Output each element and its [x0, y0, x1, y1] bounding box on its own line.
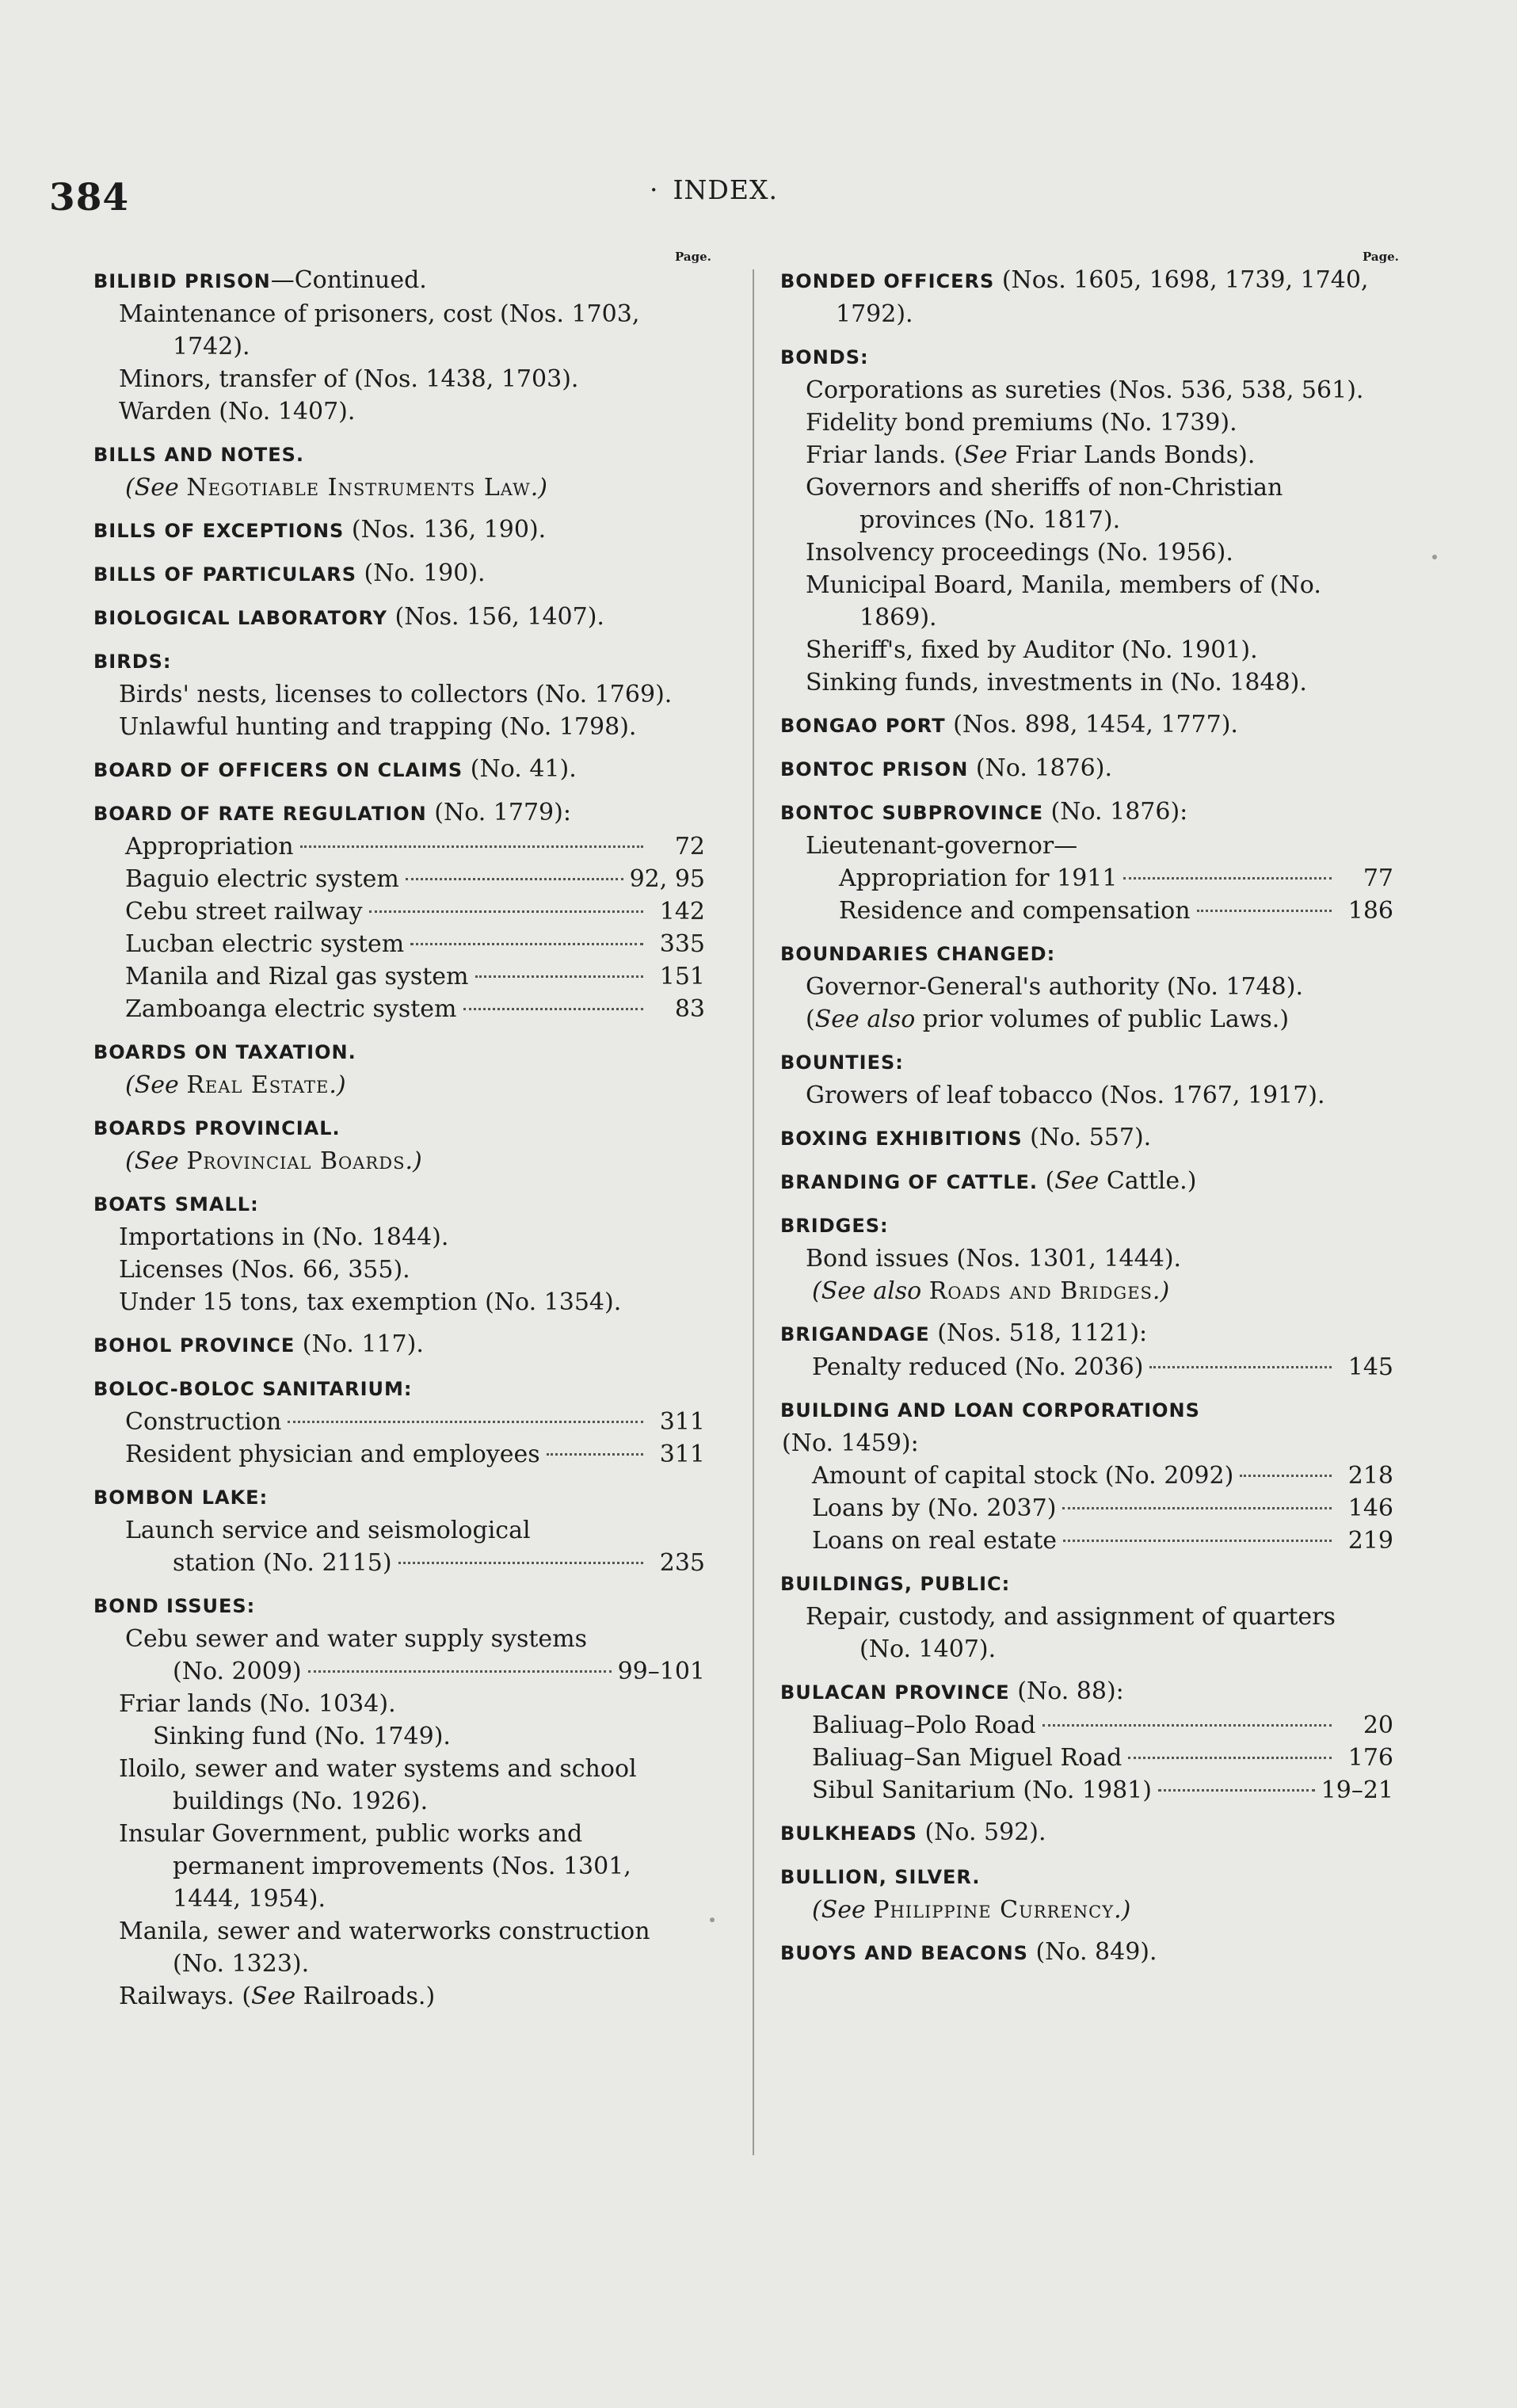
- entry-heading: [780, 1860, 1393, 1894]
- index-subentry-row: [93, 1406, 705, 1438]
- entry-term: BILLS AND NOTES.: [93, 444, 305, 466]
- index-subentry-row: [780, 1351, 1393, 1383]
- subentry-label-cont: station (No. 2115): [173, 1549, 392, 1577]
- entry-term: BIRDS:: [93, 651, 172, 673]
- subentry-label: Residence and compensation: [839, 897, 1191, 925]
- index-entry: [780, 1045, 1393, 1112]
- page-title-text: INDEX.: [673, 174, 778, 205]
- dot-leader: [1042, 1724, 1332, 1727]
- subentry: Manila, sewer and waterworks construction (No. 1323).: [119, 1918, 650, 1978]
- entry-heading: [780, 1317, 1393, 1351]
- entry-reference: (Nos. 518, 1121):: [929, 1319, 1148, 1347]
- entry-heading: [780, 1393, 1393, 1427]
- subentry: Sinking fund (No. 1749).: [153, 1723, 451, 1750]
- dot-leader: [406, 878, 623, 880]
- entry-reference: (Nos. 136, 190).: [344, 516, 547, 544]
- subentry: Repair, custody, and assignment of quarters (No. 1407).: [806, 1603, 1336, 1663]
- entry-heading: [780, 796, 1393, 830]
- dot-leader: [308, 1670, 612, 1673]
- entry-heading: [93, 601, 705, 635]
- see-target: Cattle: [1106, 1167, 1180, 1195]
- entry-heading: [780, 1936, 1393, 1970]
- entry-heading: [93, 644, 705, 678]
- see-target: Real Estate: [186, 1071, 330, 1099]
- index-subentry-row: [93, 993, 705, 1025]
- speck-mark: [1432, 555, 1437, 559]
- index-subentry-row: [780, 862, 1393, 895]
- index-subentry-row: [93, 928, 705, 960]
- entry-term: BOHOL PROVINCE: [93, 1334, 295, 1357]
- see-target: Philippine Currency: [873, 1896, 1115, 1924]
- index-entry: [780, 1675, 1393, 1807]
- column-divider: [753, 269, 754, 2155]
- entry-term: BOND ISSUES:: [93, 1595, 256, 1617]
- entry-term: BONTOC SUBPROVINCE: [780, 802, 1044, 824]
- subentry-continuation: [125, 1547, 705, 1579]
- page-reference: 142: [659, 898, 705, 925]
- index-subentry-row: [780, 895, 1393, 927]
- index-entry: [93, 264, 705, 428]
- dot-leader: [369, 910, 643, 913]
- see-reference: (See Provincial Boards.): [125, 1147, 422, 1175]
- index-entry: [780, 1208, 1393, 1307]
- entry-term: BILLS OF PARTICULARS: [93, 563, 356, 586]
- page-reference: 145: [1347, 1353, 1393, 1381]
- entry-term: BOATS SMALL:: [93, 1193, 259, 1215]
- page-reference: 235: [659, 1549, 705, 1577]
- dot-leader: [475, 975, 643, 978]
- entry-reference: (No. 190).: [356, 559, 486, 587]
- entry-reference: (Nos. 1605, 1698, 1739, 1740, 1792).: [836, 266, 1369, 328]
- subentry-label: Appropriation: [125, 833, 294, 861]
- page-reference: 83: [674, 995, 705, 1023]
- entry-heading: [93, 1187, 705, 1221]
- entry-term: BRIGANDAGE: [780, 1323, 930, 1345]
- page-reference: 72: [674, 833, 705, 861]
- subentry-continuation: [125, 1655, 705, 1688]
- entry-term: BILIBID PRISON: [93, 270, 271, 292]
- dot-leader: [1197, 910, 1332, 912]
- index-entry: [93, 601, 705, 635]
- entry-reference: (Nos. 156, 1407).: [387, 603, 604, 631]
- subentry-label: Construction: [125, 1408, 282, 1436]
- entry-heading: [93, 1328, 705, 1362]
- index-entry: [93, 437, 705, 504]
- page-reference: 218: [1347, 1462, 1393, 1490]
- subentry-label: Loans by (No. 2037): [812, 1494, 1057, 1522]
- index-subentry-row: [93, 863, 705, 895]
- entry-term: BOLOC-BOLOC SANITARIUM:: [93, 1378, 413, 1400]
- entry-heading: [93, 437, 705, 471]
- page-reference: 151: [659, 963, 705, 990]
- index-entry: [93, 1372, 705, 1471]
- index-entry: [93, 1589, 705, 2013]
- subentry: Friar lands (No. 1034).: [119, 1690, 396, 1718]
- index-entry: [780, 1936, 1393, 1970]
- see-reference: Friar lands. (See Friar Lands Bonds).: [806, 441, 1256, 469]
- subentry-label: Resident physician and employees: [125, 1441, 540, 1468]
- dot-leader: [410, 943, 643, 945]
- index-entry: [780, 1121, 1393, 1155]
- index-entry: [93, 1480, 705, 1579]
- index-entry: [93, 644, 705, 743]
- subentry-label: Manila and Rizal gas system: [125, 963, 469, 990]
- index-entry: [93, 513, 705, 548]
- entry-reference: (No. 557).: [1022, 1124, 1152, 1151]
- right-column: [780, 264, 1393, 1979]
- entry-reference: (No. 1876).: [968, 754, 1112, 782]
- subentry-label: Loans on real estate: [812, 1527, 1058, 1555]
- entry-term: BOARDS PROVINCIAL.: [93, 1117, 341, 1139]
- page-reference: 77: [1363, 864, 1393, 892]
- index-subentry-row: [780, 1492, 1393, 1525]
- index-entry: [780, 1317, 1393, 1383]
- index-entry: [780, 1567, 1393, 1666]
- dot-leader: [288, 1421, 643, 1423]
- entry-term: BUILDING AND LOAN CORPORATIONS: [780, 1399, 1200, 1422]
- index-entry: [780, 708, 1393, 742]
- subentry-label: Lucban electric system: [125, 930, 405, 958]
- entry-term: BULLION, SILVER.: [780, 1866, 981, 1888]
- page-reference: 186: [1347, 897, 1393, 925]
- dot-leader: [1123, 877, 1332, 880]
- dot-leader: [1149, 1366, 1332, 1368]
- entry-reference: (No. 117).: [295, 1330, 424, 1358]
- entry-heading: [93, 557, 705, 591]
- index-subentry-row: [780, 1774, 1393, 1807]
- index-entry: [780, 1393, 1393, 1557]
- entry-term: BUILDINGS, PUBLIC:: [780, 1573, 1011, 1595]
- index-subentry-row: [780, 1460, 1393, 1492]
- entry-reference: (No. 88):: [1009, 1677, 1124, 1705]
- entry-heading: [780, 1121, 1393, 1155]
- subentry-label: Zamboanga electric system: [125, 995, 457, 1023]
- entry-heading: [780, 264, 1393, 330]
- left-column: [93, 264, 705, 2022]
- index-entry: [780, 796, 1393, 927]
- subentry-label: Baguio electric system: [125, 865, 399, 893]
- entry-term: BOARDS ON TAXATION.: [93, 1041, 356, 1063]
- index-entry: [780, 340, 1393, 699]
- entry-reference: (No. 1459):: [782, 1429, 919, 1457]
- index-entry: [780, 1816, 1393, 1850]
- subentry: Warden (No. 1407).: [119, 398, 356, 426]
- subentry: Fidelity bond premiums (No. 1739).: [806, 409, 1237, 437]
- entry-term: BONDS:: [780, 346, 869, 368]
- entry-heading: [93, 1111, 705, 1145]
- page-reference: 20: [1363, 1712, 1393, 1739]
- subentry: Insular Government, public works and permanent improvements (Nos. 1301, 1444, 1954).: [119, 1820, 631, 1913]
- entry-term: BOXING EXHIBITIONS: [780, 1128, 1023, 1150]
- entry-term: BOMBON LAKE:: [93, 1486, 269, 1509]
- see-reference: (See also Roads and Bridges.): [812, 1277, 1170, 1305]
- subentry: Minors, transfer of (Nos. 1438, 1703).: [119, 365, 579, 393]
- entry-term: BIOLOGICAL LABORATORY: [93, 607, 388, 629]
- entry-term: BOARD OF OFFICERS ON CLAIMS: [93, 759, 463, 781]
- index-subentry-row: [93, 1623, 705, 1688]
- entry-heading: [93, 264, 705, 298]
- subentry-label: Baliuag–San Miguel Road: [812, 1744, 1123, 1772]
- entry-reference: (No. 1876):: [1043, 798, 1188, 826]
- entry-heading: [780, 937, 1393, 971]
- index-entry: [93, 557, 705, 591]
- index-entry: [93, 753, 705, 787]
- entry-term: BUOYS AND BEACONS: [780, 1942, 1028, 1964]
- see-target: Provincial Boards: [186, 1147, 406, 1175]
- subentry-label: Cebu sewer and water supply systems: [125, 1625, 588, 1653]
- dot-leader: [1240, 1475, 1332, 1477]
- entry-heading: [780, 1816, 1393, 1850]
- entry-heading: [780, 340, 1393, 374]
- index-entry: [780, 1860, 1393, 1926]
- subentry: Maintenance of prisoners, cost (Nos. 1703, 1742).: [119, 300, 640, 361]
- page-number: 384: [49, 176, 130, 219]
- entry-heading: [93, 1372, 705, 1406]
- index-entry: [93, 1328, 705, 1362]
- subentry: Municipal Board, Manila, members of (No. 1869).: [806, 571, 1321, 632]
- entry-reference: (Nos. 898, 1454, 1777).: [945, 711, 1238, 738]
- entry-heading: [93, 513, 705, 548]
- page-reference: 92, 95: [629, 865, 705, 893]
- entry-term: BRANDING OF CATTLE.: [780, 1171, 1038, 1193]
- see-reference: (See Negotiable Instruments Law.): [125, 474, 547, 502]
- see-reference: (See Philippine Currency.): [812, 1896, 1131, 1924]
- subentry: Corporations as sureties (Nos. 536, 538, 561).: [806, 376, 1364, 404]
- entry-heading: [780, 1165, 1393, 1199]
- entry-term: BOUNTIES:: [780, 1051, 904, 1074]
- speck-mark: [710, 1918, 715, 1922]
- page-reference: 311: [659, 1441, 705, 1468]
- subentry: Licenses (Nos. 66, 355).: [119, 1256, 410, 1284]
- page-title: · INDEX.: [650, 174, 778, 205]
- subentry: Bond issues (Nos. 1301, 1444).: [806, 1245, 1182, 1273]
- subentry-label: Penalty reduced (No. 2036): [812, 1353, 1144, 1381]
- index-subentry-row: [93, 830, 705, 863]
- entry-term: BULACAN PROVINCE: [780, 1681, 1010, 1704]
- index-subentry-row: [93, 1438, 705, 1471]
- subentry: Governor-General's authority (No. 1748).: [806, 973, 1303, 1001]
- dot-leader: [547, 1453, 643, 1456]
- index-entry: [93, 796, 705, 1025]
- page-reference: 19–21: [1321, 1776, 1393, 1804]
- entry-term: BONTOC PRISON: [780, 758, 969, 780]
- see-reference: (See Real Estate.): [125, 1071, 346, 1099]
- see-italic: See: [962, 441, 1016, 469]
- page-reference: 219: [1347, 1527, 1393, 1555]
- entry-heading: [93, 753, 705, 787]
- subentry: Birds' nests, licenses to collectors (No. 1769).: [119, 681, 673, 708]
- page-reference: 335: [659, 930, 705, 958]
- dot-leader: [398, 1562, 643, 1564]
- entry-reference: (No. 1779):: [426, 799, 571, 826]
- subentry-label-cont: (No. 2009): [173, 1658, 302, 1685]
- see-target: Negotiable Instruments Law: [186, 474, 531, 502]
- page-reference: 146: [1347, 1494, 1393, 1522]
- subentry: Importations in (No. 1844).: [119, 1223, 449, 1251]
- subentry: Unlawful hunting and trapping (No. 1798).: [119, 713, 637, 741]
- index-subentry-row: [780, 1742, 1393, 1774]
- entry-reference: (No. 849).: [1027, 1938, 1157, 1966]
- dot-leader: [1062, 1507, 1332, 1509]
- subentry-label: Appropriation for 1911: [839, 864, 1118, 892]
- see-reference: (See Cattle.): [1038, 1167, 1197, 1195]
- entry-heading: [93, 1035, 705, 1069]
- see-reference: (See also prior volumes of public Laws.): [806, 1006, 1290, 1033]
- subentry-label: Baliuag–Polo Road: [812, 1712, 1036, 1739]
- entry-reference: (No. 41).: [463, 755, 577, 783]
- see-target: Railroads: [303, 1982, 418, 2010]
- entry-term: BULKHEADS: [780, 1822, 917, 1845]
- subentry-label: Launch service and seismological: [125, 1517, 531, 1544]
- page-reference: 176: [1347, 1744, 1393, 1772]
- subentry: Growers of leaf tobacco (Nos. 1767, 1917).: [806, 1082, 1325, 1109]
- dot-leader: [1063, 1540, 1332, 1542]
- dot-leader: [1128, 1757, 1332, 1759]
- entry-term: BOUNDARIES CHANGED:: [780, 943, 1056, 965]
- subentry-label: Sibul Sanitarium (No. 1981): [812, 1776, 1152, 1804]
- entry-heading: [93, 796, 705, 830]
- dot-leader: [463, 1008, 643, 1010]
- entry-term: BONGAO PORT: [780, 715, 946, 737]
- subentry: Insolvency proceedings (No. 1956).: [806, 539, 1233, 567]
- subentry-label: Cebu street railway: [125, 898, 363, 925]
- subentry-label: Amount of capital stock (No. 2092): [812, 1462, 1234, 1490]
- entry-heading: [780, 1567, 1393, 1601]
- entry-heading: [93, 1480, 705, 1514]
- see-italic: See also: [814, 1006, 916, 1033]
- subentry: Sinking funds, investments in (No. 1848).: [806, 669, 1307, 696]
- entry-term: BRIDGES:: [780, 1215, 889, 1237]
- entry-term: BONDED OFFICERS: [780, 270, 995, 292]
- entry-term: BOARD OF RATE REGULATION: [93, 803, 427, 825]
- index-subentry-row: [93, 895, 705, 928]
- entry-reference: —Continued.: [270, 266, 427, 294]
- index-entry: [780, 752, 1393, 786]
- index-entry: [93, 1035, 705, 1101]
- subentry: Lieutenant-governor—: [806, 832, 1078, 860]
- entry-heading: [780, 752, 1393, 786]
- index-subentry-row: [780, 1525, 1393, 1557]
- index-entry: [780, 1165, 1393, 1199]
- entry-reference: (No. 592).: [917, 1818, 1046, 1846]
- entry-heading: [780, 1208, 1393, 1242]
- entry-heading: [780, 708, 1393, 742]
- subentry: Governors and sheriffs of non-Christian provinces (No. 1817).: [806, 474, 1283, 534]
- see-reference: Railways. (See Railroads.): [119, 1982, 436, 2010]
- index-entry: [93, 1111, 705, 1177]
- entry-heading: [780, 1045, 1393, 1079]
- subentry: Sheriff's, fixed by Auditor (No. 1901).: [806, 636, 1258, 664]
- subentry: Iloilo, sewer and water systems and school buildings (No. 1926).: [119, 1755, 637, 1815]
- page-reference: 311: [659, 1408, 705, 1436]
- page-reference: 99–101: [617, 1658, 705, 1685]
- index-subentry-row: [780, 1709, 1393, 1742]
- entry-heading: [780, 1675, 1393, 1709]
- subentry: Under 15 tons, tax exemption (No. 1354).: [119, 1288, 622, 1316]
- see-target: Friar Lands Bonds: [1015, 441, 1239, 469]
- entry-term: BILLS OF EXCEPTIONS: [93, 520, 345, 542]
- column-label-right: Page.: [1363, 250, 1399, 264]
- see-italic: See: [251, 1982, 303, 2010]
- index-entry: [780, 264, 1393, 330]
- index-subentry-row: [93, 960, 705, 993]
- dot-leader: [300, 845, 643, 848]
- index-entry: [780, 937, 1393, 1036]
- dot-leader: [1158, 1789, 1315, 1792]
- see-target: Roads and Bridges: [928, 1277, 1153, 1305]
- see-italic: See: [1054, 1167, 1107, 1195]
- index-subentry-row: [93, 1514, 705, 1579]
- entry-heading: [93, 1589, 705, 1623]
- column-label-left: Page.: [675, 250, 711, 264]
- index-entry: [93, 1187, 705, 1318]
